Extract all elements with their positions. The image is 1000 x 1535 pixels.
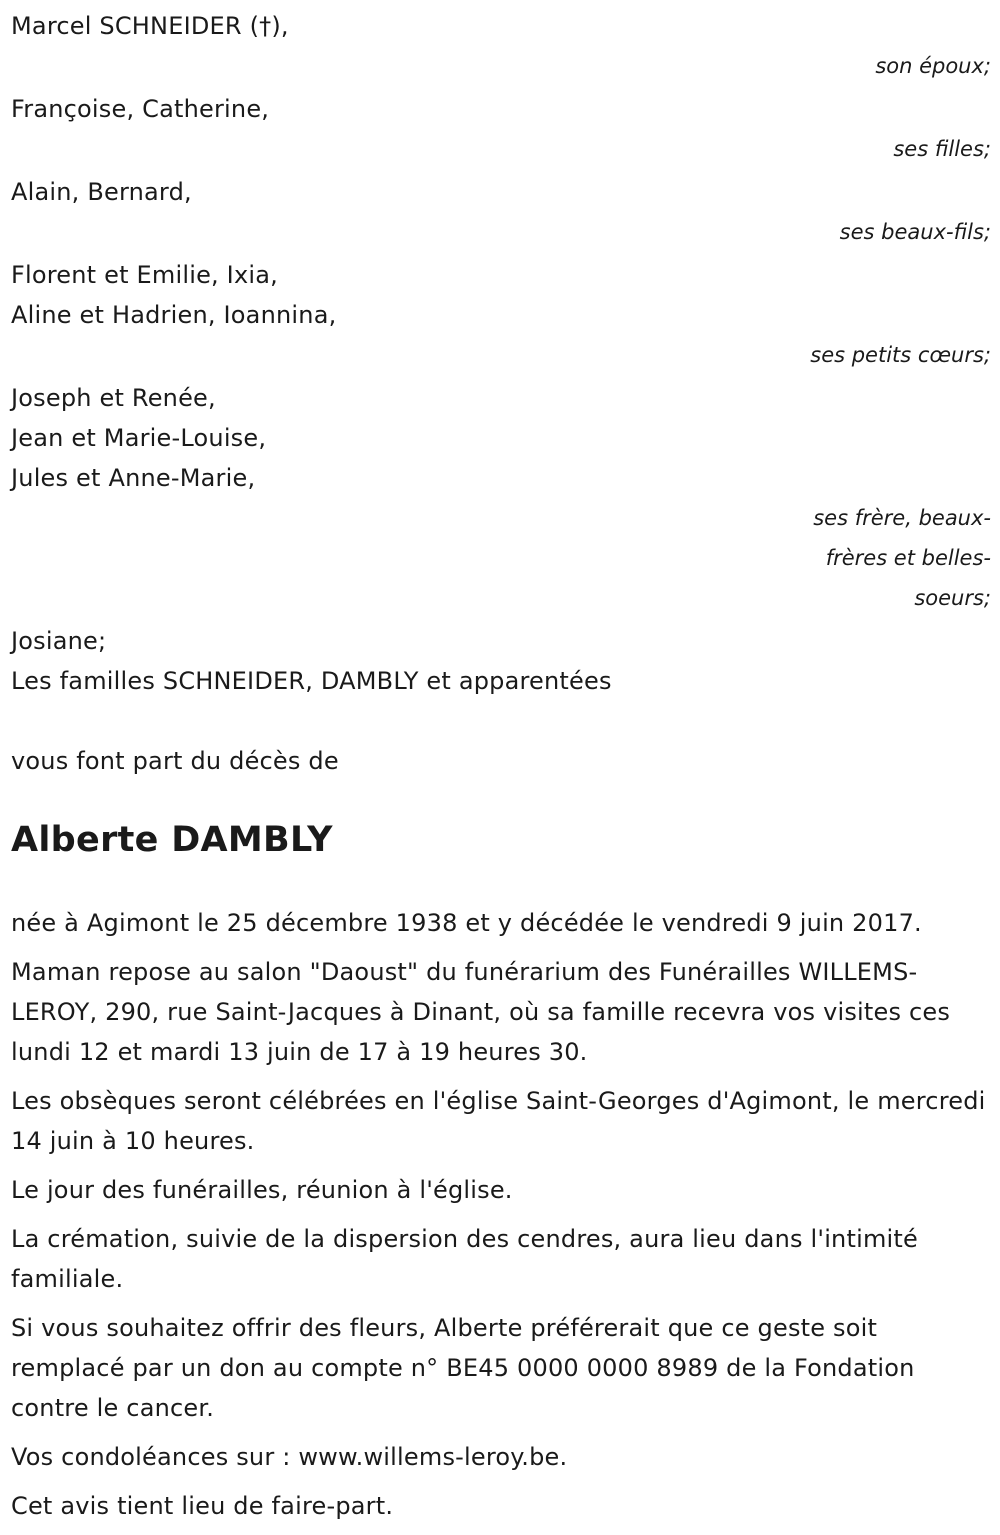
- cremation-paragraph: La crémation, suivie de la dispersion des cendres, aura lieu dans l'intimité familiale.: [11, 1225, 918, 1293]
- family-group-siblings: [11, 378, 991, 618]
- family-role-line: soeurs;: [914, 586, 991, 610]
- flowers-paragraph: Si vous souhaitez offrir des fleurs, Alberte préférerait que ce geste soit remplacé par un don au compte n° BE45 0000 0000 8989 de la Fondation contre le cancer.: [11, 1314, 915, 1422]
- family-names: Florent et Emilie, Ixia,: [11, 261, 278, 289]
- family-role: ses beaux-fils;: [839, 220, 991, 244]
- family-role: ses filles;: [893, 137, 991, 161]
- condolences-paragraph: Vos condoléances sur : www.willems-leroy.be.: [11, 1443, 568, 1471]
- birth-death-paragraph: née à Agimont le 25 décembre 1938 et y décédée le vendredi 9 juin 2017.: [11, 909, 922, 937]
- other-relative: Les familles SCHNEIDER, DAMBLY et apparentées: [11, 667, 612, 695]
- obituary-notice: [11, 6, 991, 1535]
- family-role-line: frères et belles-: [825, 546, 991, 570]
- family-names: Alain, Bernard,: [11, 178, 192, 206]
- family-names: Jules et Anne-Marie,: [11, 464, 256, 492]
- family-role: [771, 498, 991, 618]
- family-names: Aline et Hadrien, Ioannina,: [11, 301, 337, 329]
- deceased-name: Alberte DAMBLY: [11, 820, 333, 860]
- announcement-text: vous font part du décès de: [11, 747, 339, 775]
- family-group-grandchildren: [11, 255, 991, 375]
- family-group-husband: [11, 6, 991, 86]
- visitation-paragraph: Maman repose au salon "Daoust" du funérarium des Funérailles WILLEMS-LEROY, 290, rue Saint-Jacques à Dinant, où sa famille recevra vos visites ces lundi 12 et mardi 13 juin de 17 à 19 heures 30.: [11, 958, 951, 1066]
- family-role-line: ses frère, beaux-: [813, 506, 991, 530]
- family-group-daughters: [11, 89, 991, 169]
- family-names: Jean et Marie-Louise,: [11, 424, 267, 452]
- family-role: son époux;: [875, 54, 991, 78]
- family-role: ses petits cœurs;: [810, 343, 991, 367]
- family-names: Joseph et Renée,: [11, 384, 216, 412]
- other-relative: Josiane;: [11, 627, 107, 655]
- funeral-paragraph: Les obsèques seront célébrées en l'église Saint-Georges d'Agimont, le mercredi 14 juin à 10 heures.: [11, 1087, 986, 1155]
- meeting-paragraph: Le jour des funérailles, réunion à l'église.: [11, 1176, 513, 1204]
- family-names: Françoise, Catherine,: [11, 95, 270, 123]
- other-relatives: [11, 621, 991, 701]
- family-group-sons-in-law: [11, 172, 991, 252]
- notice-paragraph: Cet avis tient lieu de faire-part.: [11, 1492, 394, 1520]
- family-names: Marcel SCHNEIDER (†),: [11, 12, 289, 40]
